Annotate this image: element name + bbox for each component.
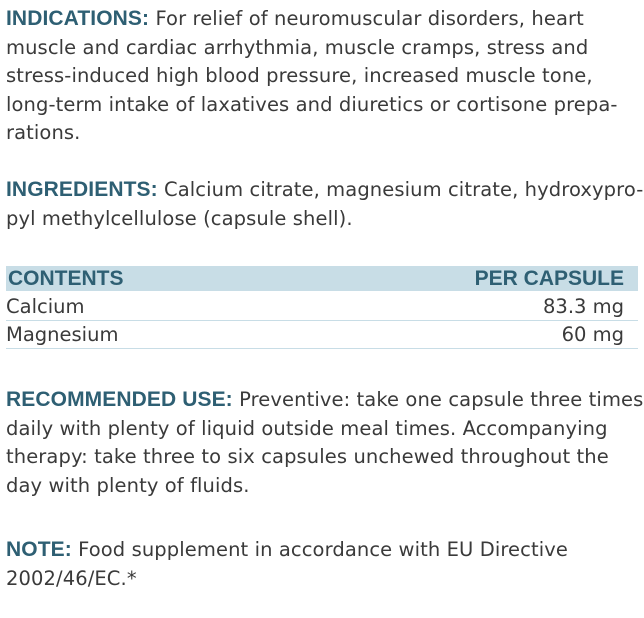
note-heading: NOTE:: [6, 538, 72, 561]
recommended-use-section: [6, 386, 644, 500]
use-text: Preventive: take one capsule three times: [232, 388, 644, 411]
indications-line-1: [6, 5, 636, 34]
col-contents-header: CONTENTS: [8, 266, 124, 290]
note-text: Food supplement in accordance with EU Directive: [71, 538, 568, 561]
indications-heading: INDICATIONS:: [6, 7, 150, 30]
recommended-use-heading: RECOMMENDED USE:: [6, 388, 233, 411]
table-row: [6, 321, 638, 349]
ingredients-line-1: [6, 176, 644, 205]
indications-section: [6, 5, 636, 148]
row-name: Calcium: [6, 295, 85, 318]
use-line-4: day with plenty of fluids.: [6, 473, 250, 497]
use-line-3: therapy: take three to six capsules unchewed throughout the: [6, 445, 609, 468]
table-header: [6, 266, 638, 293]
note-line-2: 2002/46/EC.*: [6, 566, 137, 590]
ingredients-text: Calcium citrate, magnesium citrate, hydroxypro-: [157, 178, 644, 201]
contents-table: [6, 266, 638, 349]
col-per-capsule-header: PER CAPSULE: [474, 266, 624, 290]
ingredients-heading: INGREDIENTS:: [6, 178, 158, 201]
use-line-1: [6, 386, 644, 415]
row-name: Magnesium: [6, 323, 119, 346]
note-section: [6, 536, 636, 593]
note-line-1: [6, 536, 636, 565]
indications-text: For relief of neuromuscular disorders, heart: [149, 7, 584, 30]
table-row: [6, 293, 638, 321]
indications-line-2: muscle and cardiac arrhythmia, muscle cramps, stress and: [6, 35, 589, 59]
indications-line-4: long-term intake of laxatives and diuretics or cortisone prepa-: [6, 92, 618, 116]
ingredients-line-2: pyl methylcellulose (capsule shell).: [6, 206, 353, 230]
indications-line-3: stress-induced high blood pressure, increased muscle tone,: [6, 64, 593, 87]
row-amount: 83.3 mg: [543, 295, 624, 318]
use-line-2: daily with plenty of liquid outside meal times. Accompanying: [6, 416, 608, 440]
row-amount: 60 mg: [561, 323, 624, 346]
ingredients-section: [6, 176, 644, 233]
indications-line-5: rations.: [6, 121, 81, 144]
